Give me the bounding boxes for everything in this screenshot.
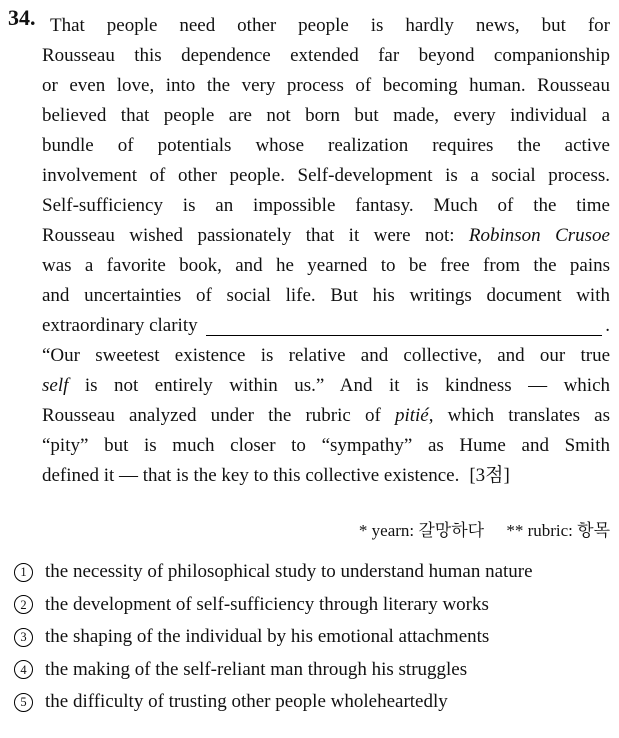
passage-line [42,71,610,101]
passage-text: and uncertainties of social life. But his writings document with [42,285,610,306]
passage-text: pitié [394,405,429,426]
option-4-text: the making of the self-reliant man through his struggles [45,658,468,680]
points-label: [3점] [469,465,510,486]
option-2-circled-number-icon: 2 [14,595,33,614]
passage-line [42,41,610,71]
passage-text: Rousseau this dependence extended far beyond companionship [42,45,610,66]
footnote-yearn: * yearn: 갈망하다 [358,521,485,540]
option-1-circled-number-icon: 1 [14,563,33,582]
option-3[interactable] [14,621,614,654]
passage-line [42,371,610,401]
passage-text: , which translates as [428,405,610,426]
option-3-circled-number-icon: 3 [14,628,33,647]
passage [42,11,610,491]
option-1-text: the necessity of philosophical study to understand human nature [45,561,533,583]
passage-line [42,131,610,161]
footnote-rubric: ** rubric: 항목 [506,521,610,540]
option-2[interactable] [14,589,614,622]
option-5-text: the difficulty of trusting other people wholeheartedly [45,691,448,713]
option-5-circled-number-icon: 5 [14,693,33,712]
passage-line [42,101,610,131]
passage-line [42,281,610,311]
passage-text: Rousseau analyzed under the rubric of [42,405,395,426]
passage-text: That people need other people is hardly news, but for [50,15,610,36]
answer-blank [206,311,603,336]
blank-line-prefix: extraordinary clarity [42,315,198,336]
passage-line [42,341,610,371]
option-3-text: the shaping of the individual by his emotional attachments [45,626,490,648]
passage-line [42,401,610,431]
passage-text: Robinson Crusoe [468,225,610,246]
passage-text: self [42,375,69,396]
footnote [42,519,610,543]
option-5[interactable] [14,686,614,719]
blank-line-suffix: . [605,315,610,336]
passage-line [42,161,610,191]
passage-line [42,191,610,221]
options-list [14,556,614,719]
option-4[interactable] [14,654,614,687]
passage-text: bundle of potentials whose realization requires the active [42,135,610,156]
passage-line [42,251,610,281]
passage-text: defined it — that is the key to this collective existence. [42,465,460,486]
passage-text: was a favorite book, and he yearned to be free from the pains [42,255,610,276]
passage-text: or even love, into the very process of becoming human. Rousseau [42,75,610,96]
passage-text: is not entirely within us.” And it is kindness — which [68,375,610,396]
passage-text: involvement of other people. Self-development is a social process. [42,165,610,186]
passage-text: “Our sweetest existence is relative and collective, and our true [42,345,610,366]
passage-line-with-blank [42,311,610,341]
passage-line [42,221,610,251]
passage-text: Self-sufficiency is an impossible fantasy. Much of the time [42,195,610,216]
passage-line [42,431,610,461]
passage-text: believed that people are not born but made, every individual a [42,105,610,126]
option-1[interactable] [14,556,614,589]
passage-text: Rousseau wished passionately that it were not: [42,225,469,246]
option-2-text: the development of self-sufficiency through literary works [45,593,489,615]
option-4-circled-number-icon: 4 [14,660,33,679]
question-number: 34. [8,5,36,30]
passage-line [42,11,610,41]
passage-text: “pity” but is much closer to “sympathy” as Hume and Smith [42,435,610,456]
passage-line [42,461,610,491]
